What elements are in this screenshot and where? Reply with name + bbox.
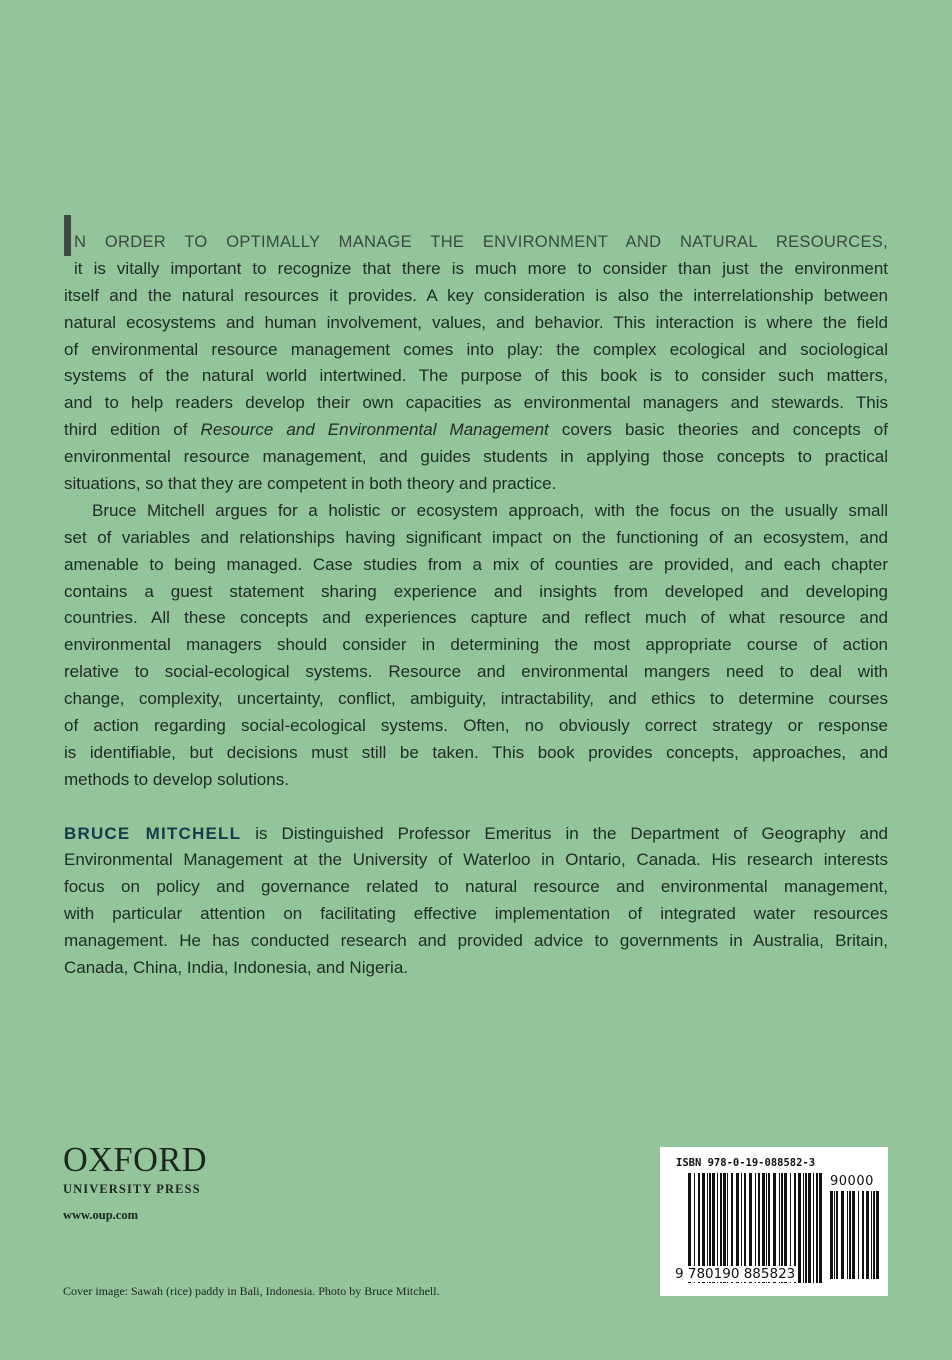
barcode-bar: [849, 1191, 851, 1279]
oxford-logo: [63, 1140, 210, 1197]
bio-line: Canada, China, India, Indonesia, and Nigeria.: [64, 958, 409, 978]
paragraph-gap: [64, 794, 888, 821]
barcode-bar: [847, 1191, 848, 1279]
barcode-bar: [830, 1191, 833, 1279]
barcode-bar: [866, 1191, 869, 1279]
isbn-barcode: [660, 1147, 888, 1296]
blurb-line: is identifiable, but decisions must still be taken. This book provides concepts, approaches, and: [64, 742, 888, 762]
back-cover-blurb: [64, 229, 888, 982]
blurb-line: of environmental resource management comes into play: the complex ecological and sociological: [64, 339, 888, 359]
blurb-line: amenable to being managed. Case studies from a mix of counties are provided, and each chapter: [64, 554, 888, 574]
bio-line: Environmental Management at the University of Waterloo in Ontario, Canada. His research interests: [64, 850, 888, 870]
blurb-line: methods to develop solutions.: [64, 769, 289, 789]
blurb-line: situations, so that they are competent in both theory and practice.: [64, 474, 557, 494]
bio-line: with particular attention on facilitating effective implementation of integrated water resources: [64, 904, 888, 924]
barcode-bar: [819, 1173, 822, 1283]
barcode-bar: [834, 1191, 835, 1279]
barcode-bar: [858, 1191, 859, 1279]
blurb-line: N ORDER TO OPTIMALLY MANAGE THE ENVIRONMENT AND NATURAL RESOURCES,: [74, 233, 888, 251]
barcode-bar: [852, 1191, 855, 1279]
barcode-bar: [816, 1173, 818, 1283]
barcode-bar: [805, 1173, 807, 1283]
text-segment: covers basic theories and concepts of: [548, 420, 888, 440]
book-title: Resource and Environmental Management: [200, 420, 549, 440]
blurb-line: change, complexity, uncertainty, conflict, ambiguity, intractability, and ethics to determine courses: [64, 689, 888, 709]
barcode-bar: [871, 1191, 872, 1279]
barcode-bar: [803, 1173, 804, 1283]
blurb-line: natural ecosystems and human involvement, values, and behavior. This interaction is where the field: [64, 312, 888, 332]
barcode-bar: [841, 1191, 844, 1279]
barcode-bar: [876, 1191, 879, 1279]
text-segment: is Distinguished Professor Emeritus in the Department of Geography and: [241, 823, 888, 843]
blurb-line: contains a guest statement sharing experience and insights from developed and developing: [64, 581, 888, 601]
blurb-line: environmental resource management, and guides students in applying those concepts to practical: [64, 447, 888, 467]
blurb-line: it is vitally important to recognize that there is much more to consider than just the environment: [74, 258, 888, 278]
barcode-bar: [808, 1173, 811, 1283]
publisher-name: OXFORD: [63, 1140, 207, 1179]
drop-cap-bar: [64, 215, 71, 256]
blurb-line: itself and the natural resources it provides. A key consideration is also the interrelationship between: [64, 285, 888, 305]
publisher-url: www.oup.com: [63, 1208, 139, 1222]
blurb-line: systems of the natural world intertwined. The purpose of this book is to consider such matters,: [64, 366, 888, 386]
blurb-line: and to help readers develop their own capacities as environmental managers and stewards. This: [64, 393, 888, 413]
blurb-line: [64, 417, 888, 444]
bio-line: management. He has conducted research and provided advice to governments in Australia, Britain,: [64, 931, 888, 951]
barcode-bar: [836, 1191, 838, 1279]
blurb-line: Bruce Mitchell argues for a holistic or ecosystem approach, with the focus on the usually small: [92, 500, 888, 520]
blurb-line: of action regarding social-ecological systems. Often, no obviously correct strategy or response: [64, 716, 888, 736]
blurb-line: countries. All these concepts and experiences capture and reflect much of what resource and: [64, 608, 888, 628]
barcode-bar: [862, 1191, 864, 1279]
blurb-line: relative to social-ecological systems. Resource and environmental mangers need to deal with: [64, 662, 888, 682]
barcode-bar: [873, 1191, 875, 1279]
cover-image-credit: Cover image: Sawah (rice) paddy in Bali, Indonesia. Photo by Bruce Mitchell.: [63, 1284, 440, 1298]
ean-number: 9 780190 885823: [675, 1266, 796, 1282]
price-addon: 90000: [830, 1174, 874, 1189]
bio-line: focus on policy and governance related to natural resource and environmental management,: [64, 877, 888, 897]
barcode-bar: [798, 1173, 801, 1283]
blurb-line: set of variables and relationships having significant impact on the functioning of an ecosystem, and: [64, 527, 888, 547]
text-segment: third edition of: [64, 420, 201, 440]
blurb-line: environmental managers should consider in determining the most appropriate course of action: [64, 635, 888, 655]
bio-line: [64, 821, 888, 848]
author-name: BRUCE MITCHELL: [64, 823, 242, 843]
isbn-label: ISBN 978-0-19-088582-3: [676, 1157, 816, 1169]
publisher-subtitle: UNIVERSITY PRESS: [63, 1182, 201, 1196]
barcode-bar: [813, 1173, 814, 1283]
